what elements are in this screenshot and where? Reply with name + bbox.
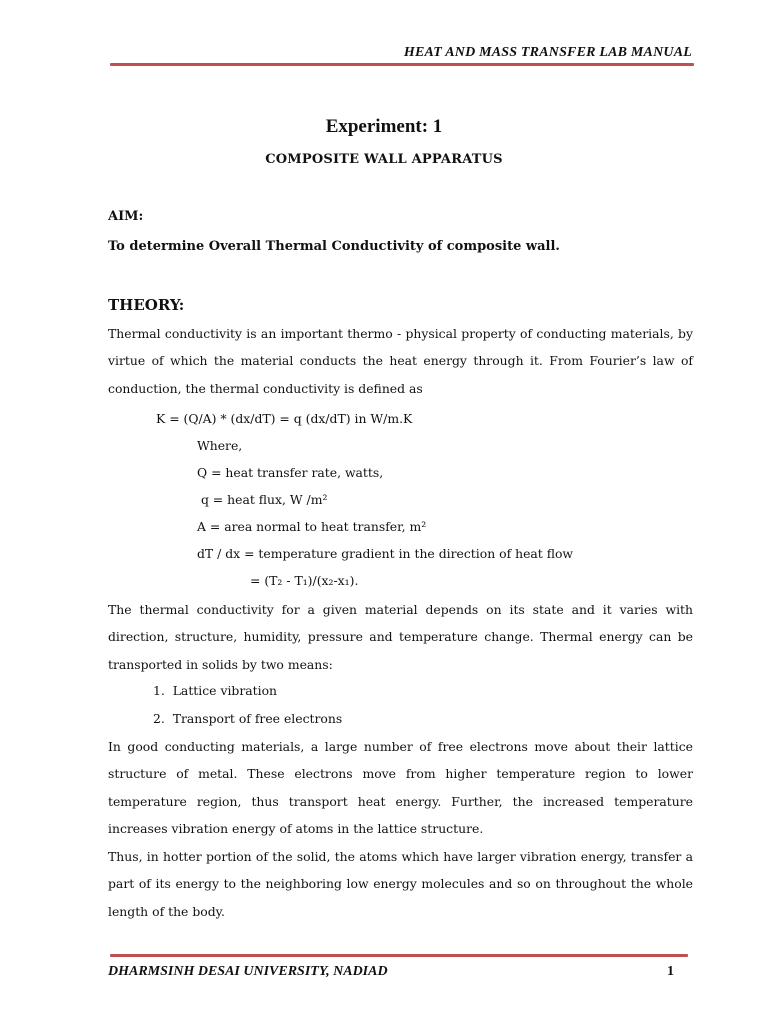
aim-text: To determine Overall Thermal Conductivity of composite wall.	[108, 239, 560, 254]
conductivity-formula: K = (Q/A) * (dx/dT) = q (dx/dT) in W/m.K	[156, 411, 413, 426]
list-item: 2. Transport of free electrons	[153, 711, 343, 726]
theory-intro: Thermal conductivity is an important thermo - physical property of conducting materials, by virtue of which the material conducts the heat energy through it. From Fourier’s law of conduction, the thermal conductivity is defined as	[108, 326, 693, 396]
definition-item: q = heat flux, W /m²	[197, 492, 328, 507]
theory-paragraph-2: The thermal conductivity for a given material depends on its state and it varies with direction, structure, humidity, pressure and temperature change. Thermal energy can be transported in solids by two means:	[108, 602, 693, 672]
aim-heading: AIM:	[108, 209, 144, 224]
footer-rule	[110, 954, 688, 957]
manual-title: HEAT AND MASS TRANSFER LAB MANUAL	[403, 45, 692, 60]
gradient-formula: = (T₂ - T₁)/(x₂-x₁).	[250, 573, 359, 588]
page-number: 1	[667, 964, 674, 979]
header-rule	[110, 63, 694, 66]
list-item: 1. Lattice vibration	[153, 683, 278, 698]
definition-item: A = area normal to heat transfer, m²	[197, 519, 427, 534]
definition-item: Q = heat transfer rate, watts,	[197, 465, 384, 480]
theory-heading: THEORY:	[108, 296, 185, 314]
where-label: Where,	[197, 438, 243, 453]
definition-item: dT / dx = temperature gradient in the direction of heat flow	[197, 546, 574, 561]
university-name: DHARMSINH DESAI UNIVERSITY, NADIAD	[108, 964, 388, 979]
theory-paragraph-4: Thus, in hotter portion of the solid, the atoms which have larger vibration energy, transfer a part of its energy to the neighboring low energy molecules and so on throughout the whole length of the body.	[108, 849, 693, 919]
theory-paragraph-3: In good conducting materials, a large number of free electrons move about their lattice structure of metal. These electrons move from higher temperature region to lower temperature region, thus transport heat energy. Further, the increased temperature increases vibration energy of atoms in the lattice structure.	[108, 739, 693, 837]
experiment-title: Experiment: 1	[325, 116, 443, 137]
experiment-subtitle: COMPOSITE WALL APPARATUS	[265, 152, 503, 167]
